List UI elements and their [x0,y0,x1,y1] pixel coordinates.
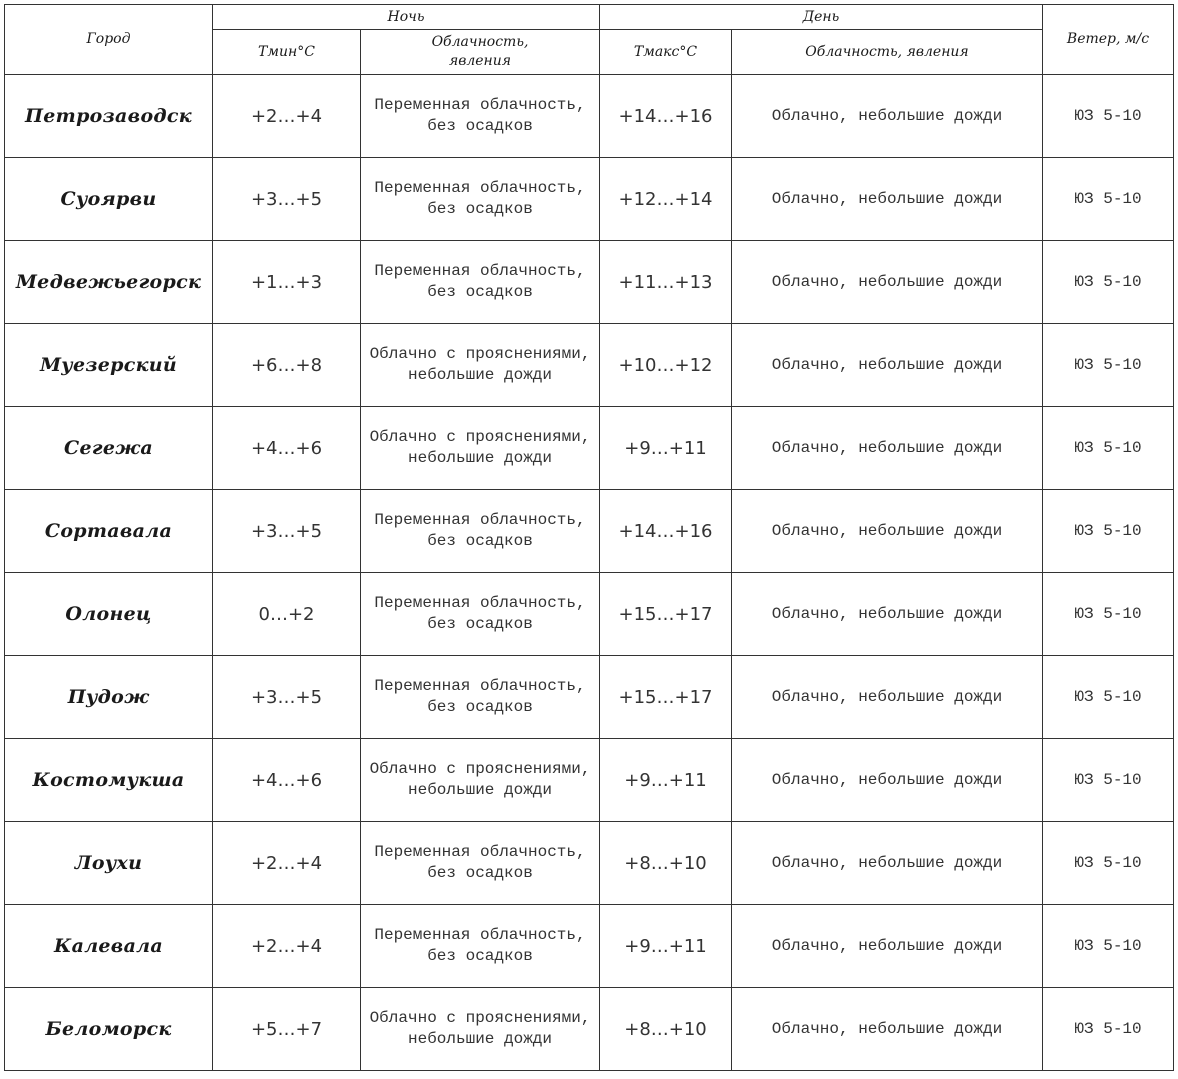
tmin-cell: +1…+3 [213,241,361,324]
night-conditions-cell: Переменная облачность, без осадков [361,573,600,656]
city-cell: Медвежьегорск [5,241,213,324]
day-conditions-cell: Облачно, небольшие дожди [732,407,1043,490]
table-body [5,75,1174,1071]
wind-cell: ЮЗ 5-10 [1043,324,1174,407]
day-conditions-cell: Облачно, небольшие дожди [732,739,1043,822]
tmax-cell: +12…+14 [600,158,732,241]
city-cell: Костомукша [5,739,213,822]
city-cell: Сегежа [5,407,213,490]
city-cell: Петрозаводск [5,75,213,158]
city-cell: Олонец [5,573,213,656]
header-tmax: Тмакс°С [600,30,732,75]
tmin-cell: +2…+4 [213,905,361,988]
night-conditions-cell: Переменная облачность, без осадков [361,490,600,573]
city-cell: Сортавала [5,490,213,573]
wind-cell: ЮЗ 5-10 [1043,822,1174,905]
night-conditions-cell: Облачно с прояснениями, небольшие дожди [361,324,600,407]
day-conditions-cell: Облачно, небольшие дожди [732,905,1043,988]
day-conditions-cell: Облачно, небольшие дожди [732,490,1043,573]
tmax-cell: +8…+10 [600,988,732,1071]
table-row [5,241,1174,324]
day-conditions-cell: Облачно, небольшие дожди [732,241,1043,324]
tmax-cell: +9…+11 [600,905,732,988]
tmin-cell: +6…+8 [213,324,361,407]
night-conditions-cell: Переменная облачность, без осадков [361,822,600,905]
day-conditions-cell: Облачно, небольшие дожди [732,656,1043,739]
wind-cell: ЮЗ 5-10 [1043,573,1174,656]
header-night: Ночь [213,5,600,30]
tmax-cell: +9…+11 [600,407,732,490]
city-cell: Лоухи [5,822,213,905]
table-row [5,988,1174,1071]
day-conditions-cell: Облачно, небольшие дожди [732,988,1043,1071]
table-row [5,158,1174,241]
header-city: Город [5,5,213,75]
day-conditions-cell: Облачно, небольшие дожди [732,75,1043,158]
tmin-cell: +3…+5 [213,656,361,739]
night-conditions-cell: Переменная облачность, без осадков [361,158,600,241]
tmin-cell: +3…+5 [213,158,361,241]
table-row [5,407,1174,490]
night-conditions-cell: Облачно с прояснениями, небольшие дожди [361,407,600,490]
tmin-cell: +2…+4 [213,822,361,905]
forecast-table [4,4,1174,1071]
tmin-cell: +4…+6 [213,739,361,822]
night-conditions-cell: Переменная облачность, без осадков [361,241,600,324]
header-day-conditions: Облачность, явления [732,30,1043,75]
header-wind: Ветер, м/с [1043,5,1174,75]
day-conditions-cell: Облачно, небольшие дожди [732,822,1043,905]
city-cell: Муезерский [5,324,213,407]
tmax-cell: +15…+17 [600,656,732,739]
wind-cell: ЮЗ 5-10 [1043,75,1174,158]
day-conditions-cell: Облачно, небольшие дожди [732,324,1043,407]
tmax-cell: +14…+16 [600,490,732,573]
wind-cell: ЮЗ 5-10 [1043,407,1174,490]
wind-cell: ЮЗ 5-10 [1043,490,1174,573]
wind-cell: ЮЗ 5-10 [1043,739,1174,822]
tmax-cell: +11…+13 [600,241,732,324]
table-row [5,822,1174,905]
wind-cell: ЮЗ 5-10 [1043,241,1174,324]
wind-cell: ЮЗ 5-10 [1043,905,1174,988]
night-conditions-cell: Облачно с прояснениями, небольшие дожди [361,739,600,822]
table-row [5,905,1174,988]
header-row-1 [5,5,1174,30]
city-cell: Калевала [5,905,213,988]
table-row [5,656,1174,739]
day-conditions-cell: Облачно, небольшие дожди [732,158,1043,241]
day-conditions-cell: Облачно, небольшие дожди [732,573,1043,656]
city-cell: Пудож [5,656,213,739]
table-header [5,5,1174,75]
tmax-cell: +14…+16 [600,75,732,158]
city-cell: Беломорск [5,988,213,1071]
table-row [5,739,1174,822]
table-row [5,573,1174,656]
wind-cell: ЮЗ 5-10 [1043,158,1174,241]
city-cell: Суоярви [5,158,213,241]
table-row [5,490,1174,573]
table-row [5,75,1174,158]
tmax-cell: +8…+10 [600,822,732,905]
header-day: День [600,5,1043,30]
table-row [5,324,1174,407]
wind-cell: ЮЗ 5-10 [1043,988,1174,1071]
night-conditions-cell: Переменная облачность, без осадков [361,656,600,739]
tmax-cell: +9…+11 [600,739,732,822]
wind-cell: ЮЗ 5-10 [1043,656,1174,739]
tmin-cell: 0…+2 [213,573,361,656]
header-night-conditions: Облачность, явления [361,30,600,75]
header-tmin: Тмин°С [213,30,361,75]
tmin-cell: +4…+6 [213,407,361,490]
tmax-cell: +10…+12 [600,324,732,407]
tmin-cell: +3…+5 [213,490,361,573]
night-conditions-cell: Переменная облачность, без осадков [361,905,600,988]
tmin-cell: +5…+7 [213,988,361,1071]
night-conditions-cell: Облачно с прояснениями, небольшие дожди [361,988,600,1071]
tmin-cell: +2…+4 [213,75,361,158]
night-conditions-cell: Переменная облачность, без осадков [361,75,600,158]
tmax-cell: +15…+17 [600,573,732,656]
